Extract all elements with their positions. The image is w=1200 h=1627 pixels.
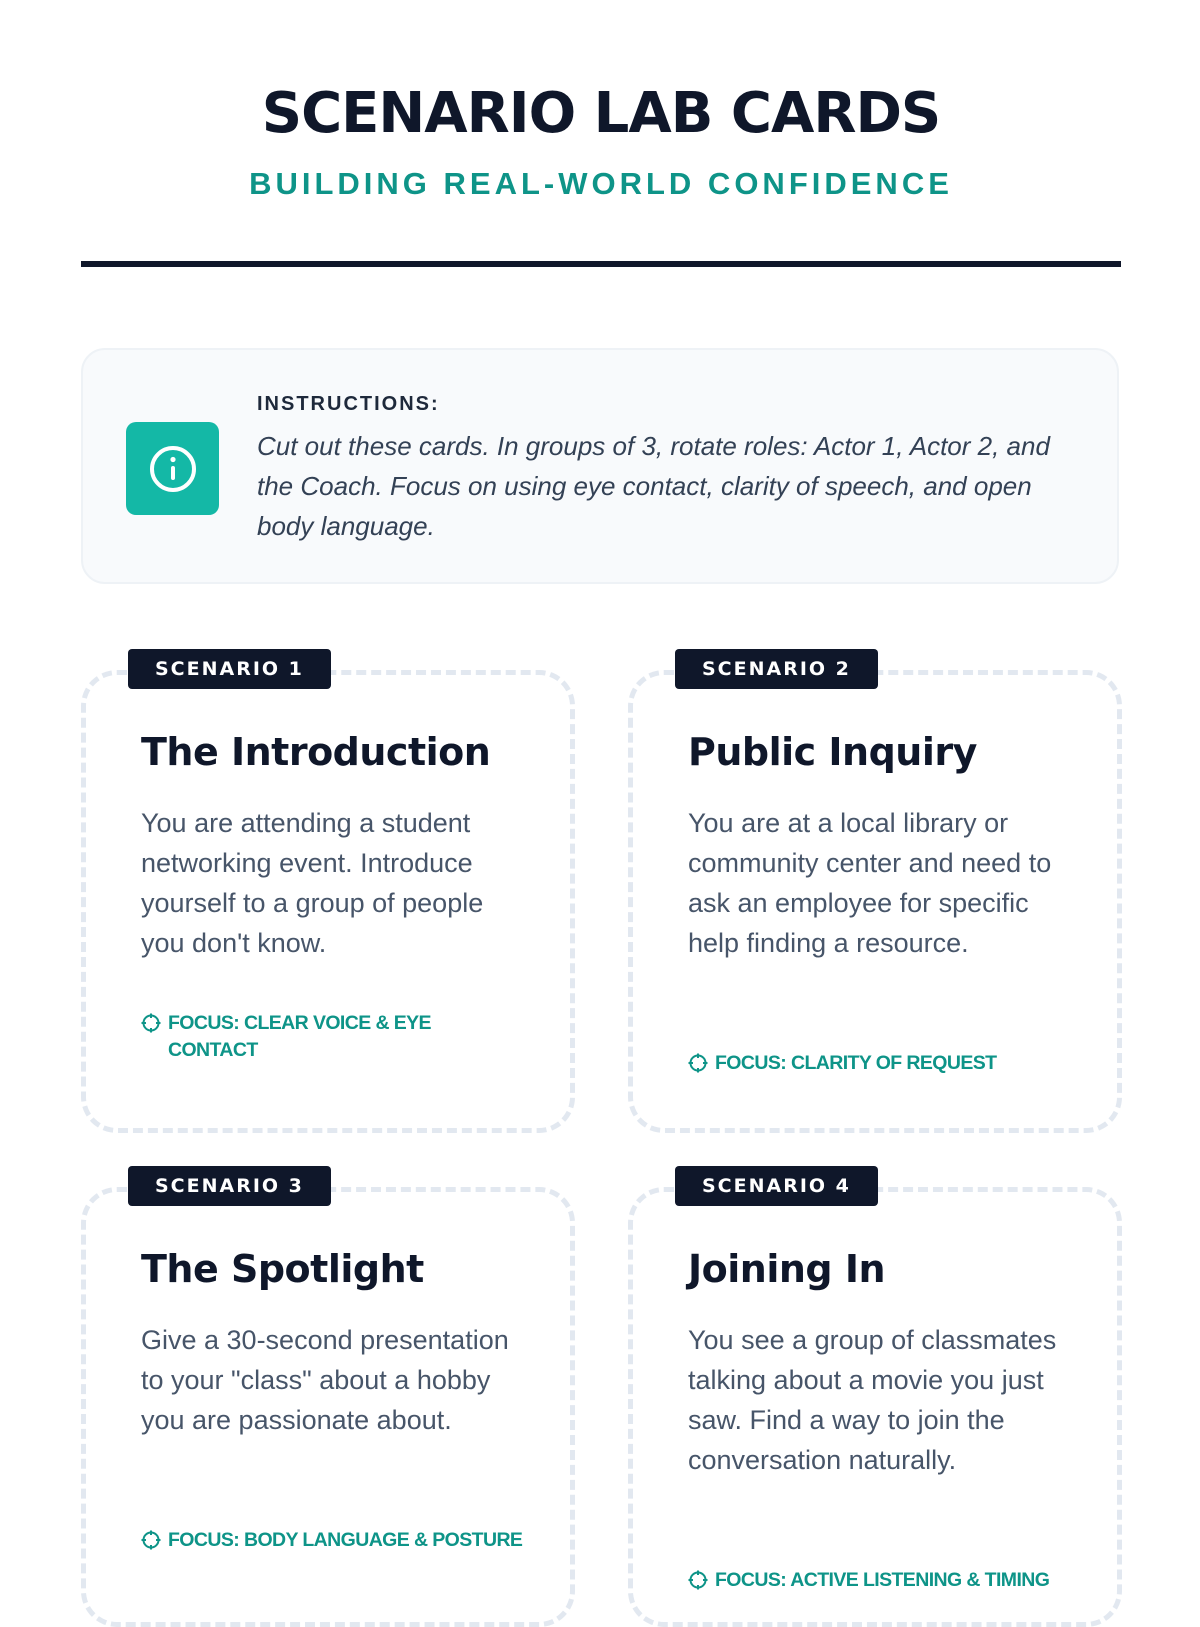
scenario-description: You are at a local library or community center and need to ask an employee for specific help finding a resource. [688, 808, 1052, 958]
scenario-title: The Spotlight [141, 1247, 424, 1291]
scenario-focus-label: FOCUS: ACTIVE LISTENING & TIMING [715, 1569, 1050, 1591]
header-divider [81, 261, 1121, 267]
scenario-description: You are attending a student networking event. Introduce yourself to a group of people you don't know. [141, 808, 484, 958]
info-icon [126, 422, 219, 515]
target-icon [688, 1053, 708, 1073]
target-icon [141, 1013, 161, 1033]
instructions-text: Cut out these cards. In groups of 3, rotate roles: Actor 1, Actor 2, and the Coach. Focus on using eye contact, clarity of speech, and open body language. [257, 431, 1050, 541]
scenario-focus-label: FOCUS: CLARITY OF REQUEST [715, 1052, 997, 1074]
scenario-badge: SCENARIO 3 [128, 1166, 331, 1206]
instructions-label: INSTRUCTIONS: [257, 393, 440, 415]
scenario-focus [141, 1527, 548, 1554]
instructions-panel [81, 348, 1119, 584]
target-icon [141, 1530, 161, 1550]
scenario-focus-label: FOCUS: BODY LANGUAGE & POSTURE [168, 1529, 523, 1551]
scenario-card [628, 1175, 1122, 1627]
scenario-title: Joining In [688, 1247, 886, 1291]
scenario-card [81, 658, 575, 1133]
scenario-focus-label: FOCUS: CLEAR VOICE & EYE CONTACT [168, 1012, 431, 1061]
scenario-card [81, 1175, 575, 1627]
scenario-description: You see a group of classmates talking about a movie you just saw. Find a way to join the conversation naturally. [688, 1325, 1057, 1475]
scenario-focus [688, 1050, 1055, 1077]
info-icon-glyph [147, 443, 199, 495]
page-subtitle: BUILDING REAL-WORLD CONFIDENCE [249, 166, 953, 201]
scenario-title: Public Inquiry [688, 730, 977, 774]
scenario-focus [688, 1567, 1095, 1594]
scenario-description: Give a 30-second presentation to your "class" about a hobby you are passionate about. [141, 1325, 509, 1435]
scenario-badge: SCENARIO 2 [675, 649, 878, 689]
scenario-badge: SCENARIO 1 [128, 649, 331, 689]
scenario-card [628, 658, 1122, 1133]
scenario-title: The Introduction [141, 730, 491, 774]
page-title: SCENARIO LAB CARDS [261, 81, 941, 146]
target-icon [688, 1570, 708, 1590]
scenario-focus [141, 1010, 458, 1064]
scenario-badge: SCENARIO 4 [675, 1166, 878, 1206]
